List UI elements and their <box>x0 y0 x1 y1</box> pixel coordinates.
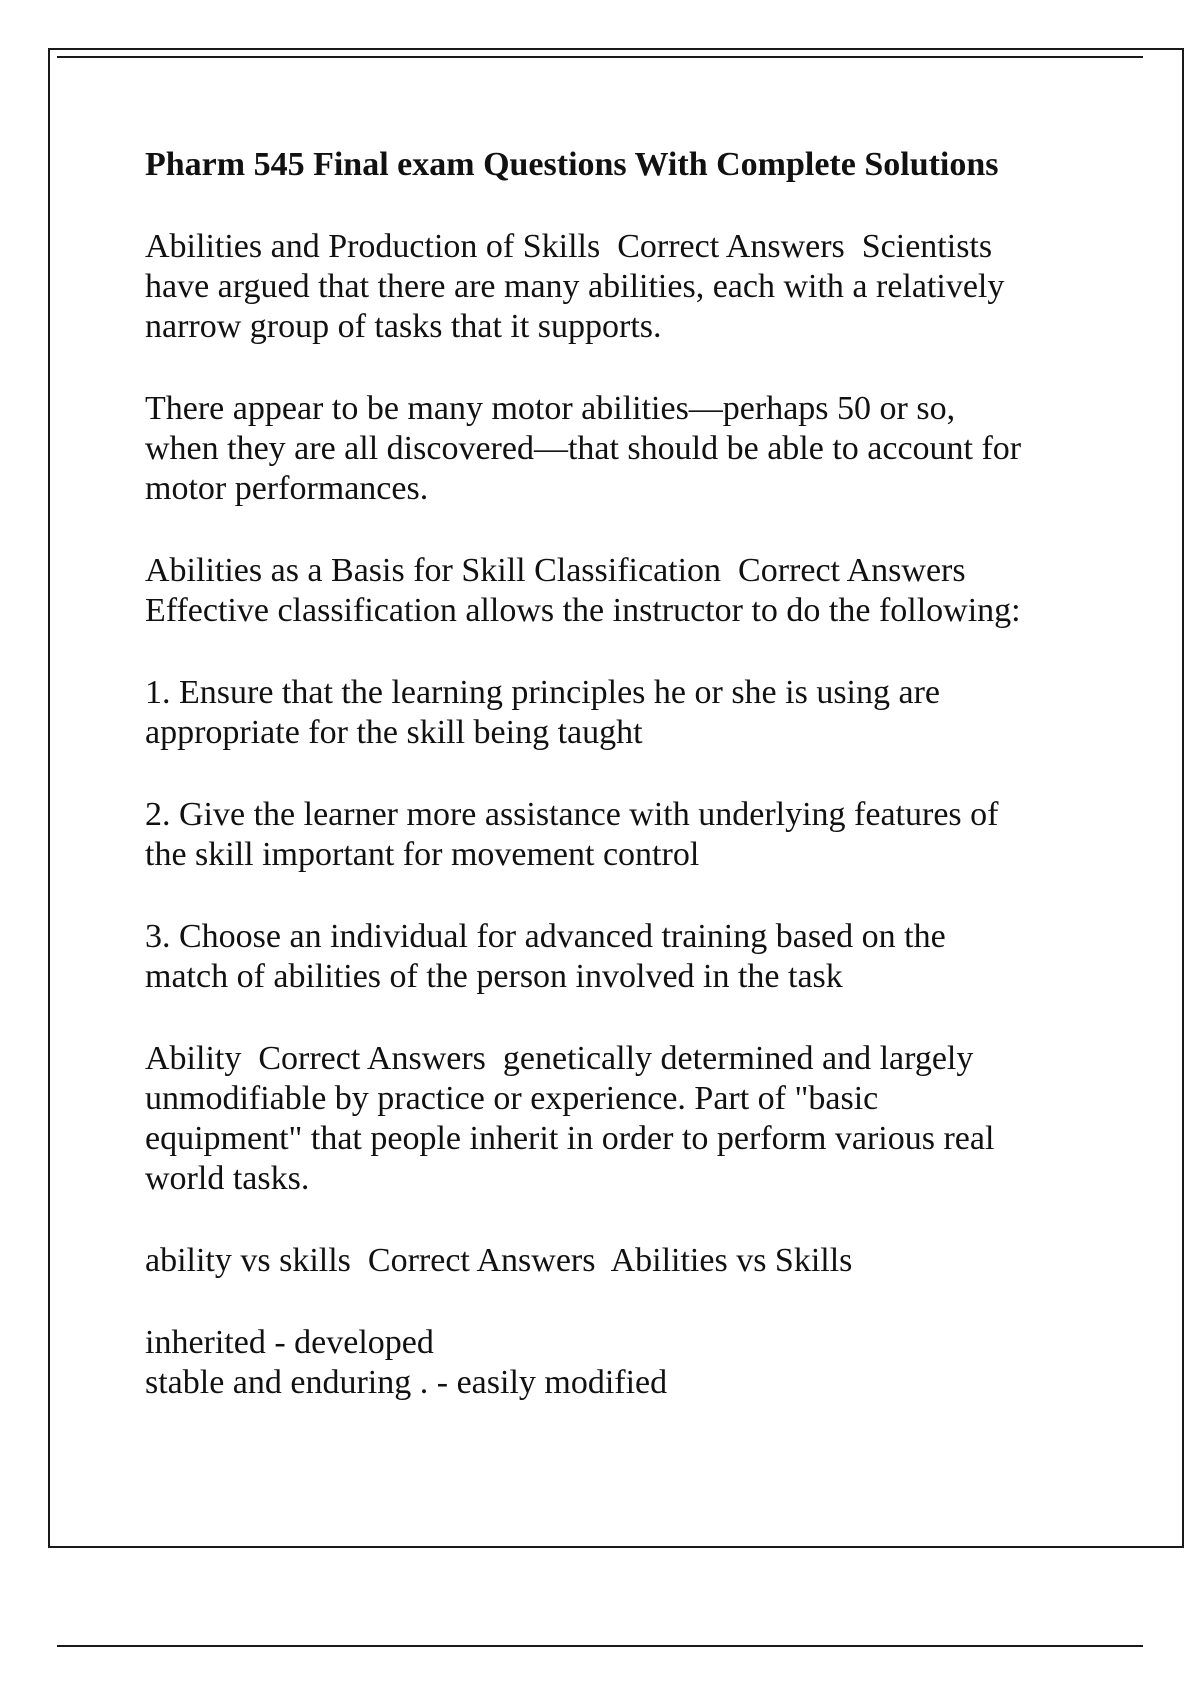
text-line: stable and enduring . - easily modified <box>145 1364 668 1401</box>
paragraph-motor-abilities <box>145 389 1095 509</box>
paragraph-abilities-production <box>145 227 1095 347</box>
paragraph-ability-vs-skills <box>145 1241 1095 1281</box>
list-item-3 <box>145 917 1095 997</box>
text-line: Ability Correct Answers genetically determined and largely <box>145 1040 974 1077</box>
document-body <box>145 145 1095 1445</box>
text-line: appropriate for the skill being taught <box>145 714 643 751</box>
paragraph-comparison <box>145 1323 1095 1403</box>
text-line: match of abilities of the person involved in the task <box>145 958 843 995</box>
text-line: unmodifiable by practice or experience. Part of "basic <box>145 1080 879 1117</box>
text-line: have argued that there are many abilities, each with a relatively <box>145 268 1005 305</box>
text-line: equipment" that people inherit in order to perform various real <box>145 1120 995 1157</box>
document-title: Pharm 545 Final exam Questions With Complete Solutions <box>145 146 999 183</box>
text-line: 3. Choose an individual for advanced training based on the <box>145 918 946 955</box>
text-line: narrow group of tasks that it supports. <box>145 308 662 345</box>
list-item-2 <box>145 795 1095 875</box>
text-line: motor performances. <box>145 470 429 507</box>
text-line: There appear to be many motor abilities—perhaps 50 or so, <box>145 390 956 427</box>
paragraph-skill-classification <box>145 551 1095 631</box>
text-line: 2. Give the learner more assistance with underlying features of <box>145 796 999 833</box>
text-line: 1. Ensure that the learning principles he or she is using are <box>145 674 940 711</box>
text-line: Effective classification allows the instructor to do the following: <box>145 592 1021 629</box>
text-line: world tasks. <box>145 1160 310 1197</box>
paragraph-ability <box>145 1039 1095 1199</box>
text-line: ability vs skills Correct Answers Abilities vs Skills <box>145 1242 853 1279</box>
text-line: the skill important for movement control <box>145 836 700 873</box>
text-line: Abilities and Production of Skills Correct Answers Scientists <box>145 228 993 265</box>
list-item-1 <box>145 673 1095 753</box>
bottom-rule <box>57 1645 1143 1647</box>
text-line: inherited - developed <box>145 1324 434 1361</box>
text-line: Abilities as a Basis for Skill Classification Correct Answers <box>145 552 966 589</box>
text-line: when they are all discovered—that should be able to account for <box>145 430 1022 467</box>
